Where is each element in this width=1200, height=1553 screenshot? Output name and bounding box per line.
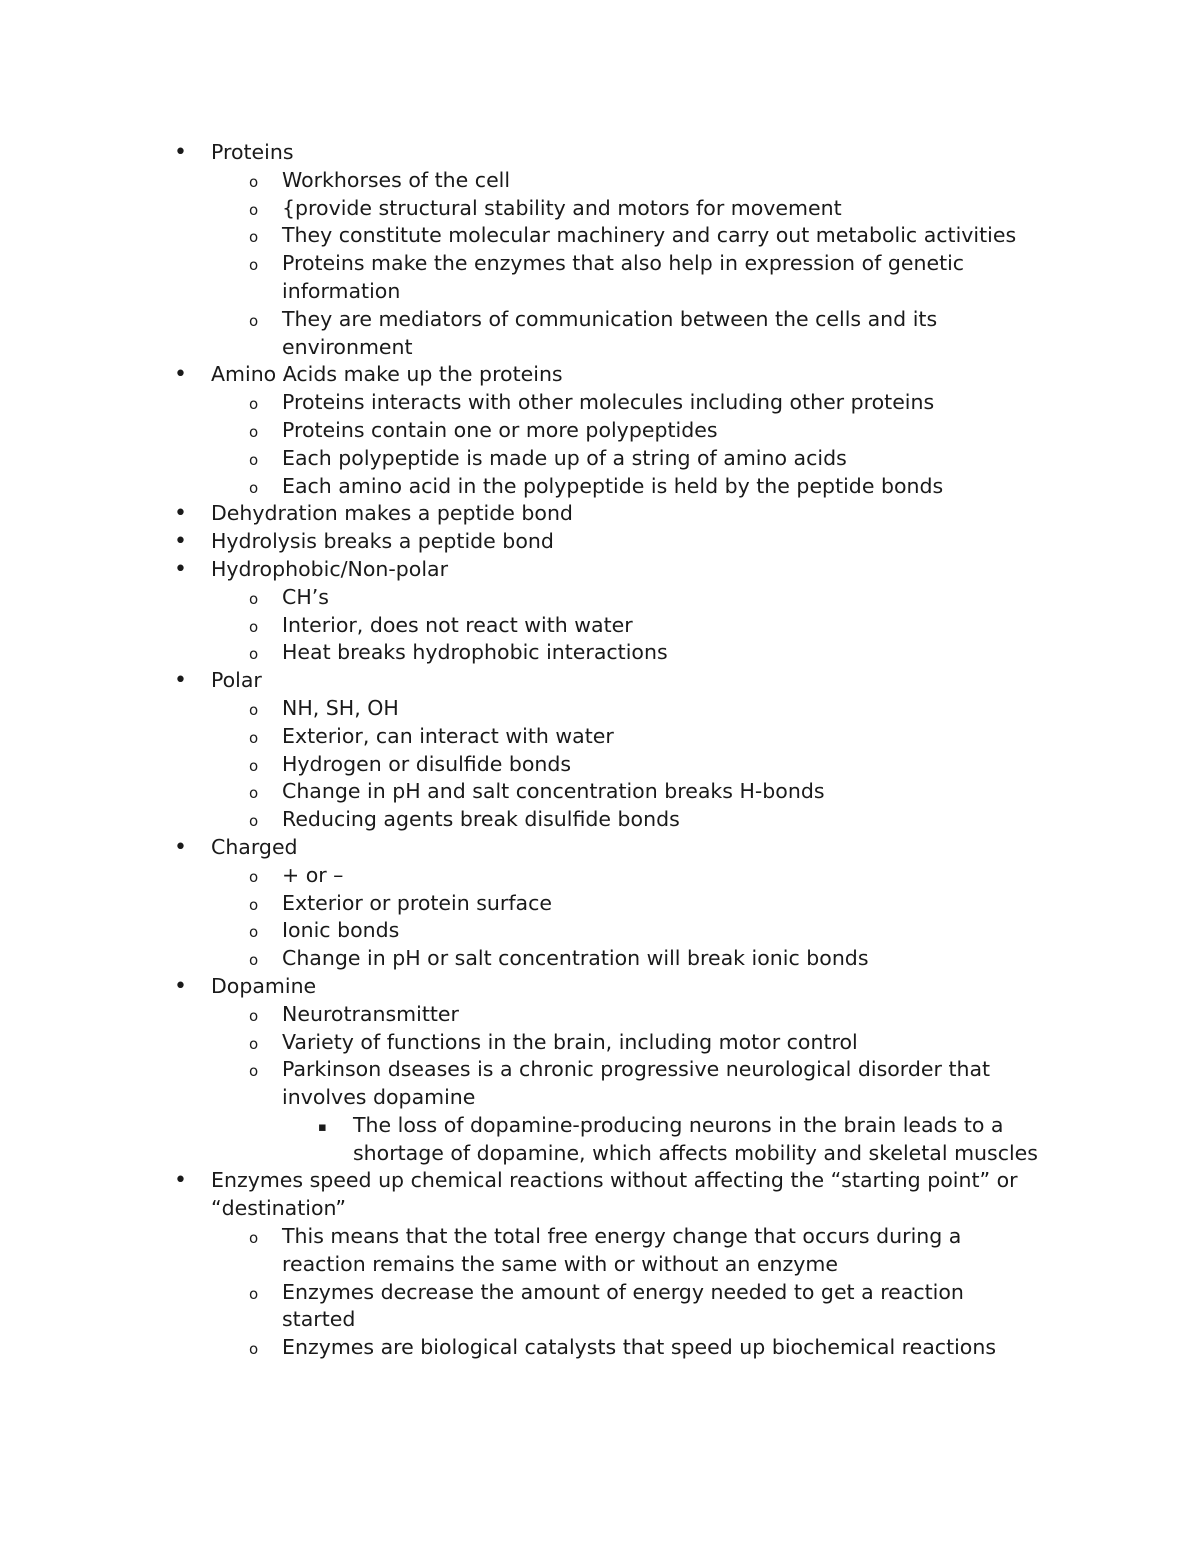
- item-text: Neurotransmitter: [282, 1001, 459, 1026]
- sub-bullet-marker: o: [249, 756, 259, 775]
- sub-bullet-marker: o: [249, 1006, 259, 1025]
- item-text: + or –: [282, 862, 344, 887]
- sub-bullet-marker: o: [249, 1062, 259, 1081]
- bullet-marker: •: [174, 1168, 187, 1194]
- sub-bullet-item: [0, 417, 1042, 445]
- sub-bullet-marker: o: [249, 1284, 259, 1303]
- item-text: Variety of functions in the brain, including motor control: [282, 1029, 858, 1054]
- sub-bullet-marker: o: [249, 422, 259, 441]
- sub-bullet-item: [0, 1029, 1042, 1057]
- sub-bullet-marker: o: [249, 172, 259, 191]
- item-text: Hydrolysis breaks a peptide bond: [211, 529, 554, 554]
- sub-bullet-item: [0, 195, 1042, 223]
- item-text: NH, SH, OH: [282, 695, 399, 720]
- sub-bullet-item: [0, 222, 1042, 250]
- sub-bullet-item: [0, 1223, 1042, 1279]
- bullet-item: [0, 361, 1041, 389]
- item-text: Exterior or protein surface: [282, 890, 552, 915]
- item-text: Each amino acid in the polypeptide is held by the peptide bonds: [282, 473, 944, 498]
- sub-bullet-item: [0, 917, 1042, 945]
- item-text: Charged: [211, 834, 298, 859]
- sub-bullet-item: [0, 389, 1042, 417]
- item-text: Proteins interacts with other molecules including other proteins: [282, 390, 935, 415]
- item-text: Each polypeptide is made up of a string of amino acids: [282, 445, 847, 470]
- item-text: CH’s: [282, 584, 329, 609]
- item-text: {provide structural stability and motors for movement: [282, 195, 842, 220]
- item-text: Enzymes are biological catalysts that speed up biochemical reactions: [282, 1335, 997, 1360]
- sub-bullet-marker: o: [249, 867, 259, 886]
- bullet-marker: •: [174, 501, 187, 527]
- sub-bullet-item: [0, 639, 1042, 667]
- bullet-list: [0, 139, 1200, 1362]
- sub-bullet-marker: o: [249, 951, 259, 970]
- item-text: Hydrophobic/Non-polar: [211, 556, 449, 581]
- item-text: Parkinson dseases is a chronic progressive neurological disorder that involves dopamine: [282, 1057, 991, 1110]
- square-bullet-marker: ▪: [318, 1119, 327, 1135]
- sub-bullet-item: [0, 306, 1042, 362]
- sub-bullet-marker: o: [249, 700, 259, 719]
- item-text: Dehydration makes a peptide bond: [211, 501, 573, 526]
- item-text: Exterior, can interact with water: [282, 723, 614, 748]
- bullet-item: [0, 139, 1041, 167]
- bullet-item: [0, 528, 1041, 556]
- sub-bullet-marker: o: [249, 450, 259, 469]
- sub-bullet-item: [0, 806, 1042, 834]
- sub-bullet-marker: o: [249, 200, 259, 219]
- sub-bullet-item: [0, 723, 1042, 751]
- bullet-marker: •: [174, 362, 187, 388]
- sub-bullet-item: [0, 1056, 1042, 1112]
- item-text: Proteins: [211, 140, 294, 164]
- bullet-marker: •: [174, 973, 187, 999]
- bullet-item: [0, 667, 1041, 695]
- sub-bullet-item: [0, 890, 1042, 918]
- sub-bullet-item: [0, 1334, 1042, 1362]
- sub-bullet-marker: o: [249, 812, 259, 831]
- item-text: Change in pH or salt concentration will break ionic bonds: [282, 946, 869, 971]
- sub-bullet-marker: o: [249, 1340, 259, 1359]
- sub-bullet-item: [0, 778, 1042, 806]
- item-text: Heat breaks hydrophobic interactions: [282, 640, 668, 665]
- bullet-item: [0, 1167, 1041, 1223]
- item-text: Polar: [211, 668, 262, 693]
- bullet-marker: •: [174, 556, 187, 582]
- item-text: Interior, does not react with water: [282, 612, 633, 637]
- sub-bullet-item: [0, 945, 1042, 973]
- item-text: The loss of dopamine-producing neurons in the brain leads to a shortage of dopamine, which affects mobility and skeletal muscles: [353, 1112, 1038, 1165]
- item-text: Proteins make the enzymes that also help in expression of genetic information: [282, 251, 965, 303]
- sub-bullet-marker: o: [249, 645, 259, 664]
- sub-bullet-marker: o: [249, 228, 259, 247]
- sub-bullet-marker: o: [249, 478, 259, 497]
- bullet-item: [0, 973, 1041, 1001]
- sub-bullet-marker: o: [249, 256, 259, 275]
- item-text: Proteins contain one or more polypeptides: [282, 417, 718, 442]
- item-text: They constitute molecular machinery and carry out metabolic activities: [282, 223, 1017, 248]
- item-text: Reducing agents break disulfide bonds: [282, 807, 680, 832]
- item-text: Dopamine: [211, 973, 317, 998]
- sub-bullet-item: [0, 695, 1042, 723]
- item-text: Enzymes speed up chemical reactions without affecting the “starting point” or “destination”: [211, 1168, 1018, 1221]
- item-text: Amino Acids make up the proteins: [211, 362, 563, 387]
- sub-bullet-item: [0, 1001, 1042, 1029]
- bullet-item: [0, 834, 1041, 862]
- sub-bullet-item: [0, 612, 1042, 640]
- bullet-marker: •: [174, 668, 187, 694]
- sub-bullet-item: [0, 862, 1042, 890]
- item-text: Hydrogen or disulfide bonds: [282, 751, 572, 776]
- sub-bullet-marker: o: [249, 1229, 259, 1248]
- sub-bullet-item: [0, 250, 1042, 306]
- sub-bullet-marker: o: [249, 784, 259, 803]
- sub-bullet-item: [0, 584, 1042, 612]
- sub-bullet-marker: o: [249, 589, 259, 608]
- sub-bullet-item: [0, 1279, 1042, 1335]
- sub-bullet-marker: o: [249, 617, 259, 636]
- sub-sub-bullet-item: [0, 1112, 1043, 1168]
- sub-bullet-item: [0, 751, 1042, 779]
- sub-bullet-item: [0, 445, 1042, 473]
- item-text: This means that the total free energy change that occurs during a reaction remains the same with or without an enzyme: [282, 1224, 962, 1276]
- item-text: Enzymes decrease the amount of energy needed to get a reaction started: [282, 1279, 964, 1332]
- sub-bullet-marker: o: [249, 1034, 259, 1053]
- sub-bullet-item: [0, 473, 1042, 501]
- document-page: [0, 139, 1200, 1362]
- item-text: Workhorses of the cell: [282, 167, 511, 192]
- bullet-item: [0, 500, 1041, 528]
- bullet-marker: •: [174, 834, 187, 860]
- bullet-marker: •: [174, 140, 187, 165]
- sub-bullet-marker: o: [249, 895, 259, 914]
- sub-bullet-marker: o: [249, 311, 259, 330]
- item-text: Change in pH and salt concentration breaks H-bonds: [282, 779, 825, 804]
- bullet-item: [0, 556, 1041, 584]
- sub-bullet-marker: o: [249, 728, 259, 747]
- sub-bullet-item: [0, 167, 1042, 195]
- sub-bullet-marker: o: [249, 923, 259, 942]
- sub-bullet-marker: o: [249, 395, 259, 414]
- item-text: Ionic bonds: [282, 918, 400, 943]
- item-text: They are mediators of communication between the cells and its environment: [282, 306, 938, 359]
- bullet-marker: •: [174, 529, 187, 555]
